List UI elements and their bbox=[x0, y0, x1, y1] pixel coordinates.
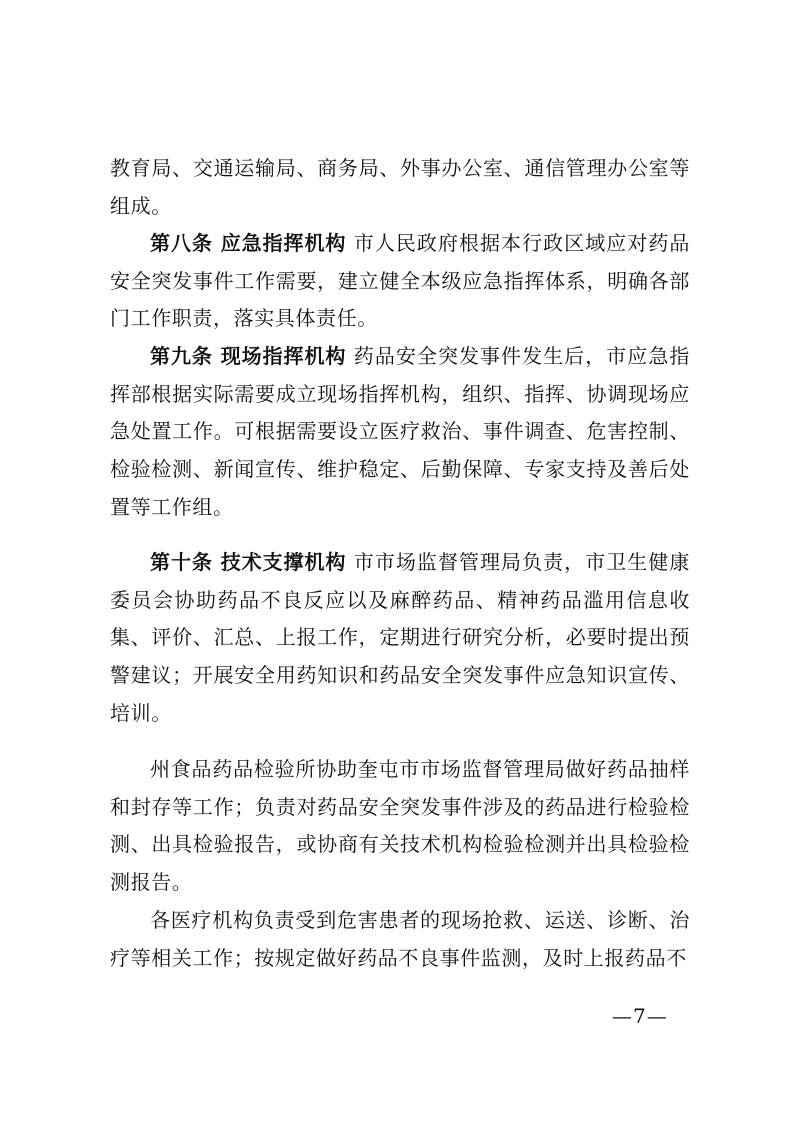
article-10-paragraph bbox=[110, 544, 690, 733]
article-8-body: 市人民政府根据本行政区域应对药品安全突发事件工作需要，建立健全本级应急指挥体系，明确各部门工作职责，落实具体责任。 bbox=[110, 231, 690, 331]
article-9-paragraph bbox=[110, 338, 690, 527]
paragraph-text: 教育局、交通运输局、商务局、外事办公室、通信管理办公室等组成。 bbox=[110, 156, 690, 218]
article-10-title: 第十条 技术支撑机构 bbox=[150, 550, 347, 574]
page-number: —7— bbox=[612, 1004, 668, 1028]
article-9-title: 第九条 现场指挥机构 bbox=[150, 344, 347, 368]
paragraph-text: 州食品药品检验所协助奎屯市市场监督管理局做好药品抽样和封存等工作；负责对药品安全突发事件涉及的药品进行检验检测、出具检验报告，或协商有关技术机构检验检测并出具检验检测报告。 bbox=[110, 757, 690, 895]
paragraph-text: 各医疗机构负责受到危害患者的现场抢救、运送、诊断、治疗等相关工作；按规定做好药品不良事件监测，及时上报药品不 bbox=[110, 908, 690, 970]
article-8-title: 第八条 应急指挥机构 bbox=[150, 231, 347, 255]
article-10-body: 市市场监督管理局负责，市卫生健康委员会协助药品不良反应以及麻醉药品、精神药品滥用信息收集、评价、汇总、上报工作，定期进行研究分析，必要时提出预警建议；开展安全用药知识和药品安全突发事件应急知识宣传、培训。 bbox=[110, 550, 690, 725]
article-9-body: 药品安全突发事件发生后，市应急指挥部根据实际需要成立现场指挥机构，组织、指挥、协调现场应急处置工作。可根据需要设立医疗救治、事件调查、危害控制、检验检测、新闻宣传、维护稳定、后勤保障、专家支持及善后处置等工作组。 bbox=[110, 344, 690, 519]
paragraph-continuation bbox=[110, 150, 690, 225]
medical-institutions-paragraph bbox=[110, 902, 690, 977]
inspection-institute-paragraph bbox=[110, 751, 690, 902]
article-8-paragraph bbox=[110, 225, 690, 338]
